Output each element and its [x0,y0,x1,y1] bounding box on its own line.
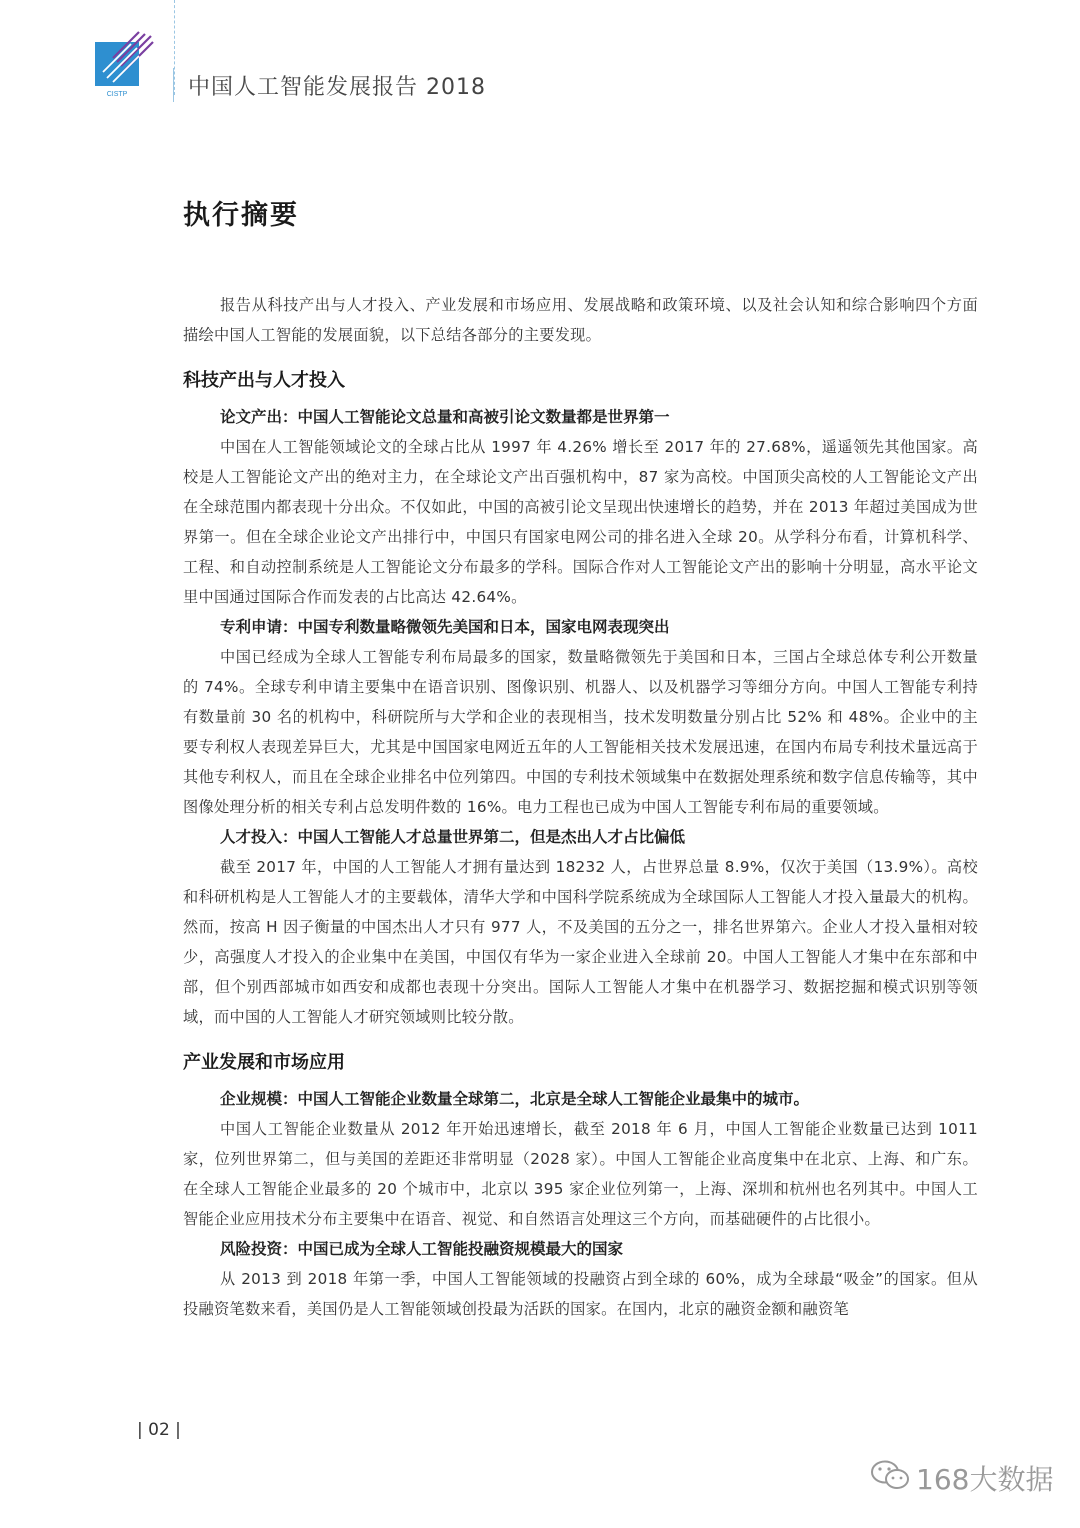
subsection-title: 人才投入：中国人工智能人才总量世界第二，但是杰出人才占比偏低 [220,828,686,846]
subsection-title: 风险投资：中国已成为全球人工智能投融资规模最大的国家 [220,1240,624,1258]
subsection-title: 论文产出：中国人工智能论文总量和高被引论文数量都是世界第一 [220,408,670,426]
page-title: 执行摘要 [183,200,299,231]
section-heading: 产业发展和市场应用 [183,1052,345,1073]
watermark [870,1458,1053,1498]
intro-paragraph: 报告从科技产出与人才投入、产业发展和市场应用、发展战略和政策环境、以及社会认知和综合影响四个方面描绘中国人工智能的发展面貌，以下总结各部分的主要发现。 [183,296,978,344]
header-separator [173,68,174,102]
svg-text:CISTP: CISTP [106,91,128,98]
subsection-title: 专利申请：中国专利数量略微领先美国和日本，国家电网表现突出 [220,618,670,636]
paragraph: 中国人工智能企业数量从 2012 年开始迅速增长，截至 2018 年 6 月，中国人工智能企业数量已达到 1011 家，位列世界第二，但与美国的差距还非常明显（2028 家）。中国人工智能企业高度集中在北京、上海、和广东。在全球人工智能企业最多的 20 个城市中，北京以 395 家企业位列第一，上海、深圳和杭州也名列其中。中国人工智能企业应用技术分布主要集中在语音、视觉、和自然语言处理这三个方向，而基础硬件的占比很小。 [183,1120,978,1228]
subsection-title: 企业规模：中国人工智能企业数量全球第二，北京是全球人工智能企业最集中的城市。 [220,1090,810,1108]
report-title: 中国人工智能发展报告 2018 [188,75,486,100]
paragraph: 中国在人工智能领域论文的全球占比从 1997 年 4.26% 增长至 2017 年的 27.68%，遥遥领先其他国家。高校是人工智能论文产出的绝对主力，在全球论文产出百强机构中，87 家为高校。中国顶尖高校的人工智能论文产出在全球范围内都表现十分出众。不仅如此，中国的高被引论文呈现出快速增长的趋势，并在 2013 年超过美国成为世界第一。但在全球企业论文产出排行中，中国只有国家电网公司的排名进入全球 20。从学科分布看，计算机科学、工程、和自动控制系统是人工智能论文分布最多的学科。国际合作对人工智能论文产出的影响十分明显，高水平论文里中国通过国际合作而发表的占比高达 42.64%。 [183,438,978,606]
page-number: | 02 | [137,1420,181,1440]
watermark-text: 168大数据 [916,1463,1054,1496]
header-dashed-line [174,0,175,95]
paragraph: 中国已经成为全球人工智能专利布局最多的国家，数量略微领先于美国和日本，三国占全球总体专利公开数量的 74%。全球专利申请主要集中在语音识别、图像识别、机器人、以及机器学习等细分方向。中国人工智能专利持有数量前 30 名的机构中，科研院所与大学和企业的表现相当，技术发明数量分别占比 52% 和 48%。企业中的主要专利权人表现差异巨大，尤其是中国国家电网近五年的人工智能相关技术发展迅速，在国内布局专利技术量远高于其他专利权人，而且在全球企业排名中位列第四。中国的专利技术领域集中在数据处理系统和数字信息传输等，其中图像处理分析的相关专利占总发明件数的 16%。电力工程也已成为中国人工智能专利布局的重要领域。 [183,648,978,816]
wechat-icon [870,1459,910,1498]
document-body [183,290,978,1324]
paragraph: 从 2013 到 2018 年第一季，中国人工智能领域的投融资占到全球的 60%，成为全球最“吸金”的国家。但从投融资笔数来看，美国仍是人工智能领域创投最为活跃的国家。在国内，北京的融资金额和融资笔 [183,1270,978,1318]
paragraph: 截至 2017 年，中国的人工智能人才拥有量达到 18232 人，占世界总量 8.9%，仅次于美国（13.9%）。高校和科研机构是人工智能人才的主要载体，清华大学和中国科学院系统成为全球国际人工智能人才投入量最大的机构。然而，按高 H 因子衡量的中国杰出人才只有 977 人，不及美国的五分之一，排名世界第六。企业人才投入量相对较少，高强度人才投入的企业集中在美国，中国仅有华为一家企业进入全球前 20。中国人工智能人才集中在东部和中部，但个别西部城市如西安和成都也表现十分突出。国际人工智能人才集中在机器学习、数据挖掘和模式识别等领域，而中国的人工智能人才研究领域则比较分散。 [183,858,978,1026]
section-heading: 科技产出与人才投入 [183,370,345,391]
cistp-logo [95,28,155,100]
